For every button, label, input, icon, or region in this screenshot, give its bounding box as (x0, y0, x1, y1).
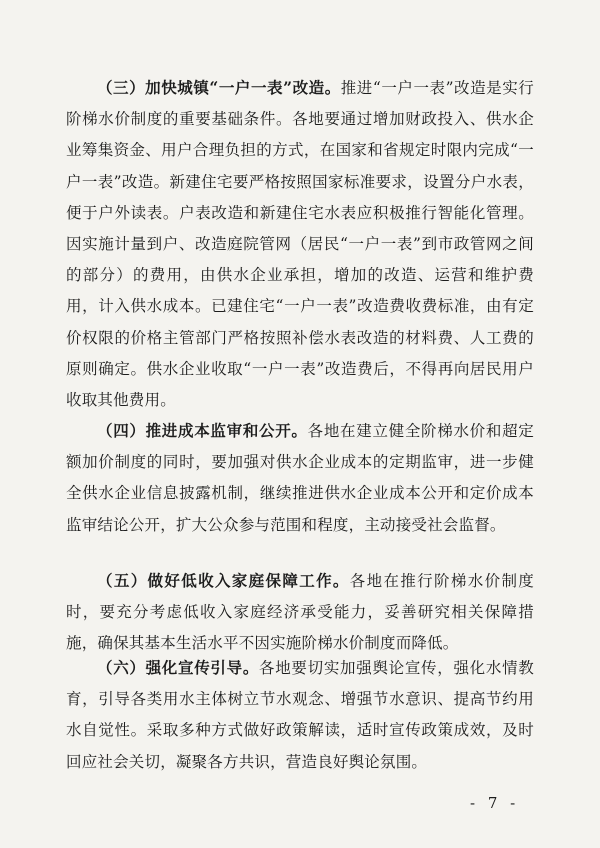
section-5-body: 各地在推行阶梯水价制度时，要充分考虑低收入家庭经济承受能力，妥善研究相关保障措施，确保其基本生活水平不因实施阶梯水价制度而降低。 (66, 572, 534, 653)
section-6-heading: （六）强化宣传引导。 (97, 658, 260, 677)
section-4-paragraph (66, 415, 534, 541)
section-3-heading: （三）加快城镇“一户一表”改造。 (97, 78, 341, 97)
section-6-paragraph (66, 652, 534, 778)
section-4-body: 各地在建立健全阶梯水价和超定额加价制度的同时，要加强对供水企业成本的定期监审，进一步健全供水企业信息披露机制，继续推进供水企业成本公开和定价成本监审结论公开，扩大公众参与范围和程度，主动接受社会监督。 (66, 422, 534, 534)
section-5-heading: （五）做好低收入家庭保障工作。 (97, 571, 350, 590)
section-3-paragraph (66, 72, 534, 416)
section-6-body: 各地要切实加强舆论宣传，强化水情教育，引导各类用水主体树立节水观念、增强节水意识、提高节约用水自觉性。采取多种方式做好政策解读，适时宣传政策成效，及时回应社会关切，凝聚各方共识，营造良好舆论氛围。 (66, 659, 534, 771)
page-number: - 7 - (470, 794, 520, 812)
section-5-paragraph (66, 565, 534, 660)
section-4-heading: （四）推进成本监审和公开。 (97, 421, 308, 440)
section-3-body: 推进“一户一表”改造是实行阶梯水价制度的重要基础条件。各地要通过增加财政投入、供水企业筹集资金、用户合理负担的方式，在国家和省规定时限内完成“一户一表”改造。新建住宅要严格按照国家标准要求，设置分户水表，便于户外读表。户表改造和新建住宅水表应积极推行智能化管理。因实施计量到户、改造庭院管网（居民“一户一表”到市政管网之间的部分）的费用，由供水企业承担，增加的改造、运营和维护费用，计入供水成本。已建住宅“一户一表”改造费收费标准，由有定价权限的价格主管部门严格按照补偿水表改造的材料费、人工费的原则确定。供水企业收取“一户一表”改造费后，不得再向居民用户收取其他费用。 (66, 79, 534, 410)
